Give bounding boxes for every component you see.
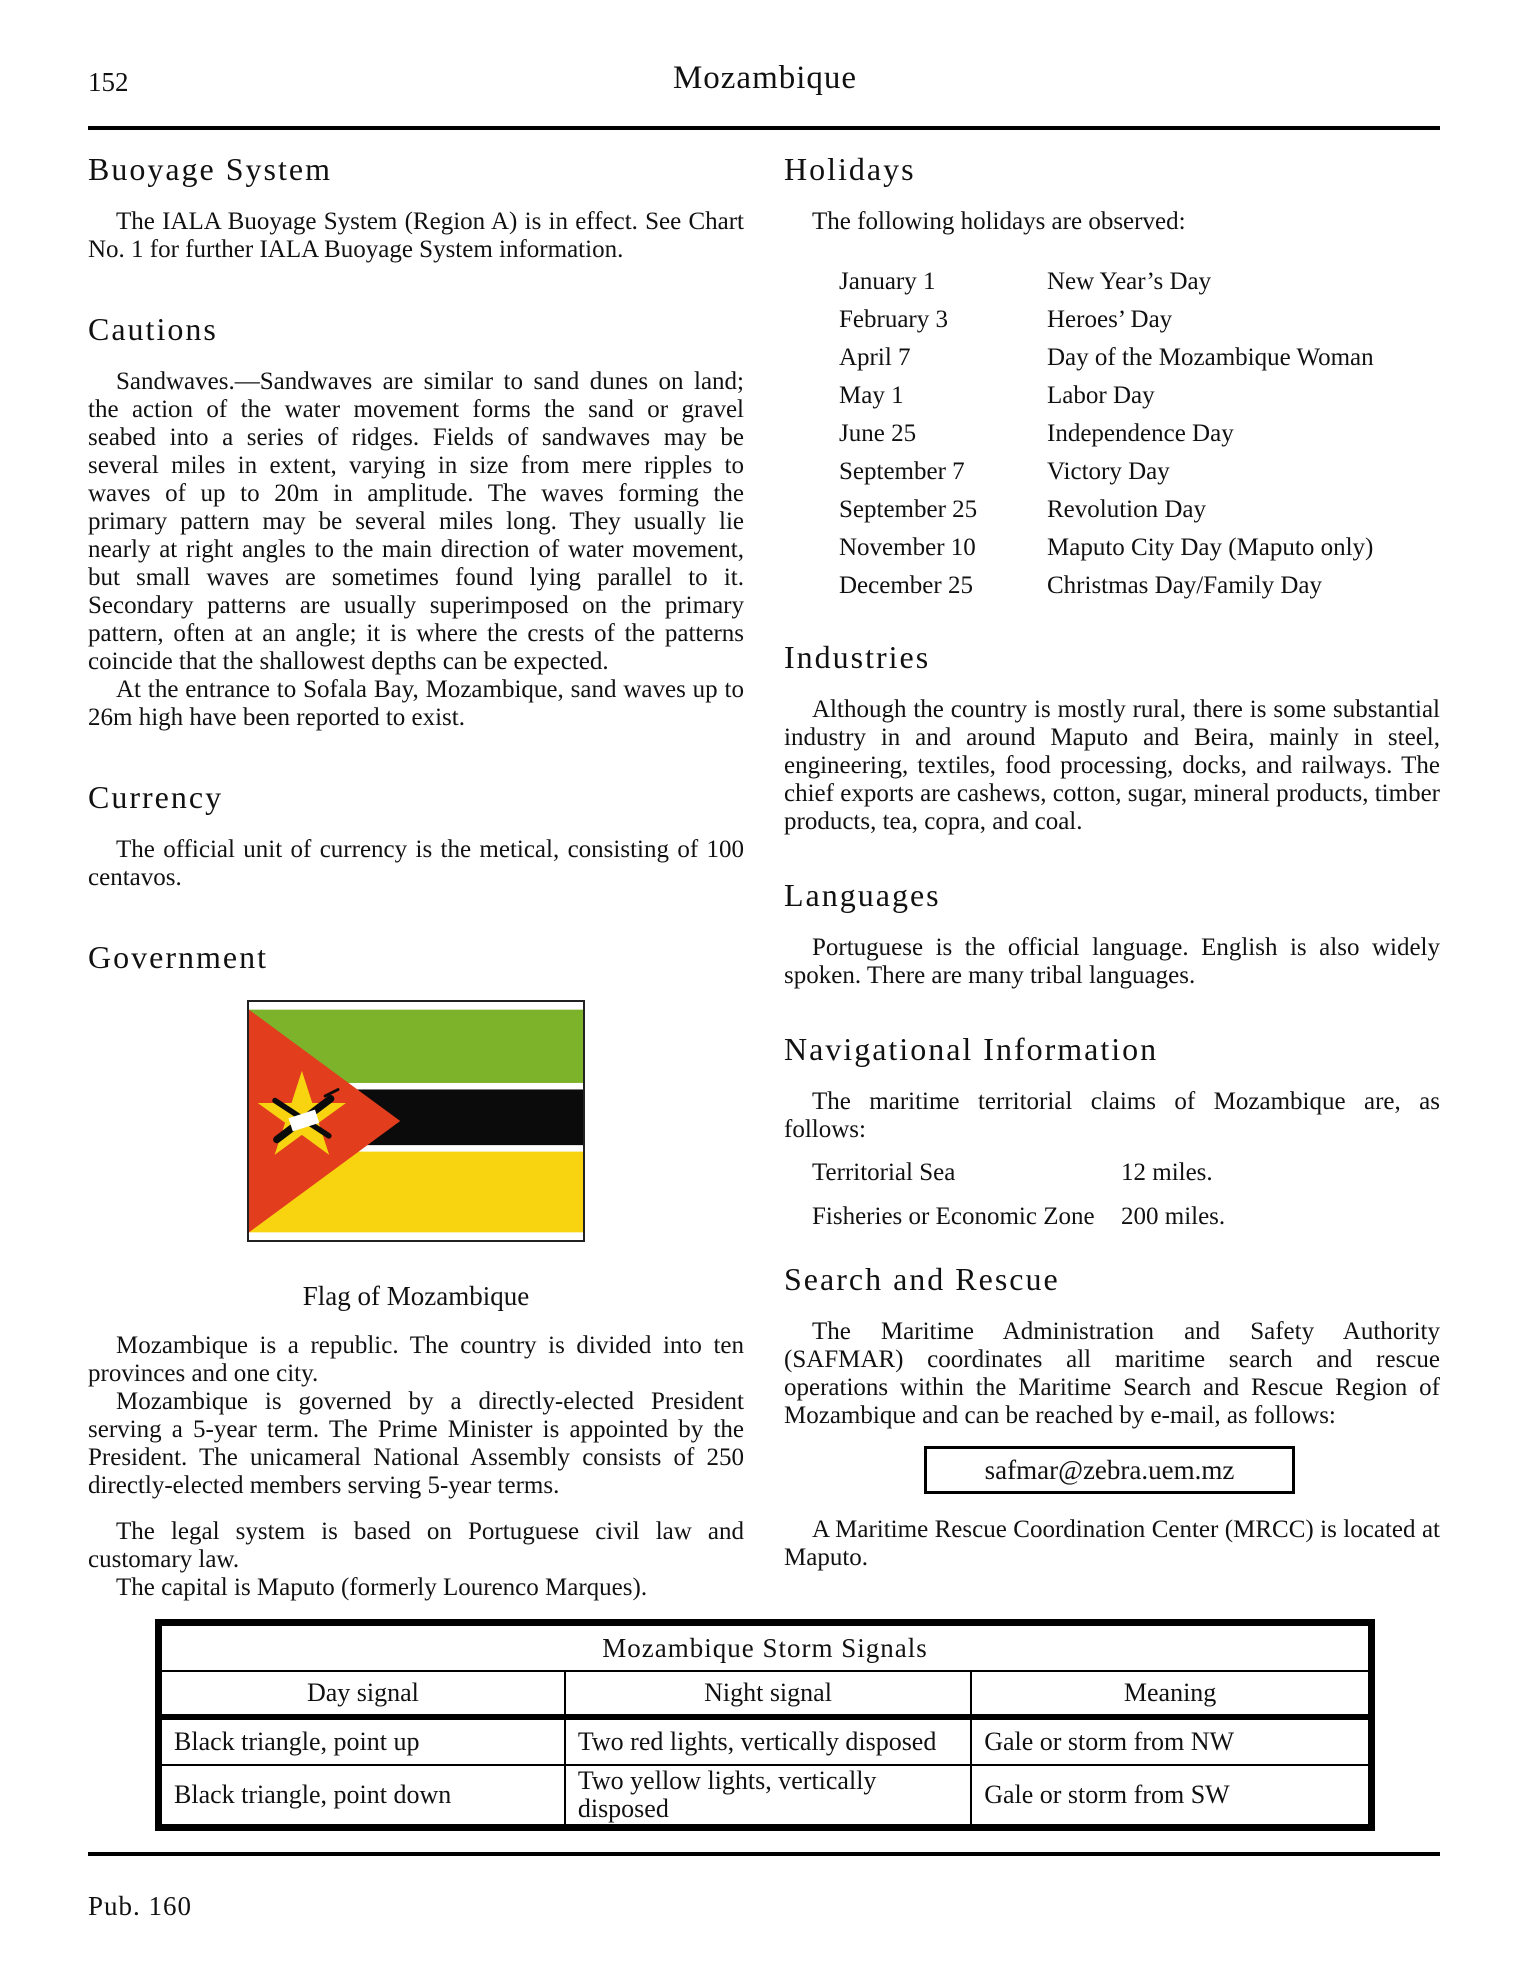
holiday-name: New Year’s Day xyxy=(1047,268,1212,295)
section-heading-currency: Currency xyxy=(88,779,224,815)
mrcc-paragraph: A Maritime Rescue Coordination Center (MRCC) is located at Maputo. xyxy=(784,1516,1440,1571)
sar-email-box xyxy=(924,1446,1295,1494)
holiday-row xyxy=(784,534,1440,562)
holiday-name: Revolution Day xyxy=(1047,496,1207,523)
holiday-date: September 25 xyxy=(839,496,978,523)
holiday-date: January 1 xyxy=(839,268,936,295)
storm-cell-meaning: Gale or storm from SW xyxy=(971,1765,1371,1828)
languages-paragraph: Portuguese is the official language. English is also widely spoken. There are many tribal languages. xyxy=(784,934,1440,989)
holiday-row xyxy=(784,306,1440,334)
government-paragraph-1: Mozambique is a republic. The country is divided into ten provinces and one city. xyxy=(88,1332,744,1387)
flag-caption: Flag of Mozambique xyxy=(302,1281,530,1311)
storm-table-row xyxy=(159,1765,1372,1828)
mozambique-flag-image xyxy=(247,1000,585,1242)
two-column-body xyxy=(88,150,1440,1602)
cautions-paragraph xyxy=(88,368,744,676)
navinfo-intro: The maritime territorial claims of Mozambique are, as follows: xyxy=(784,1088,1440,1143)
section-heading-languages: Languages xyxy=(784,877,941,913)
section-heading-navigational-information: Navigational Information xyxy=(784,1031,1159,1067)
footer-rule xyxy=(88,1852,1440,1856)
storm-col-header-meaning: Meaning xyxy=(971,1671,1371,1717)
claim-value: 200 miles. xyxy=(1121,1203,1226,1230)
right-column xyxy=(784,150,1440,1602)
holiday-row xyxy=(784,420,1440,448)
holiday-name: Day of the Mozambique Woman xyxy=(1047,344,1374,371)
holiday-date: April 7 xyxy=(839,344,911,371)
claim-value: 12 miles. xyxy=(1121,1159,1213,1186)
storm-table-title-row xyxy=(159,1623,1372,1672)
storm-cell-night-signal: Two yellow lights, vertically disposed xyxy=(565,1765,971,1828)
storm-signals-table-wrapper xyxy=(155,1619,1375,1831)
flag-figure xyxy=(88,1000,744,1242)
left-column xyxy=(88,150,744,1602)
section-heading-search-and-rescue: Search and Rescue xyxy=(784,1261,1060,1297)
government-paragraph-4: The capital is Maputo (formerly Lourenco Marques). xyxy=(116,1574,648,1601)
section-heading-buoyage-system: Buoyage System xyxy=(88,151,332,187)
holiday-row xyxy=(784,496,1440,524)
holiday-name: Independence Day xyxy=(1047,420,1234,447)
storm-col-header-night-signal: Night signal xyxy=(565,1671,971,1717)
storm-table-header-row xyxy=(159,1671,1372,1717)
storm-table-title: Mozambique Storm Signals xyxy=(159,1623,1372,1672)
storm-cell-night-signal: Two red lights, vertically disposed xyxy=(565,1717,971,1765)
page-number: 152 xyxy=(88,67,129,97)
holiday-name: Christmas Day/Family Day xyxy=(1047,572,1322,599)
holiday-name: Labor Day xyxy=(1047,382,1155,409)
maritime-claims-list xyxy=(784,1158,1440,1232)
storm-cell-day-signal: Black triangle, point down xyxy=(159,1765,565,1828)
header-rule xyxy=(88,126,1440,130)
government-paragraph-3: The legal system is based on Portuguese civil law and customary law. xyxy=(88,1518,744,1573)
claim-row xyxy=(784,1158,1440,1188)
claim-label: Fisheries or Economic Zone xyxy=(812,1203,1095,1230)
holiday-name: Victory Day xyxy=(1047,458,1170,485)
holiday-date: June 25 xyxy=(839,420,917,447)
holiday-row xyxy=(784,268,1440,296)
holiday-row xyxy=(784,572,1440,600)
holiday-date: February 3 xyxy=(839,306,948,333)
sandwaves-lead: Sandwaves. xyxy=(116,368,235,395)
storm-col-header-day-signal: Day signal xyxy=(159,1671,565,1717)
claim-row xyxy=(784,1202,1440,1232)
holiday-name: Heroes’ Day xyxy=(1047,306,1173,333)
sar-email-address: safmar@zebra.uem.mz xyxy=(984,1455,1235,1485)
holiday-date: November 10 xyxy=(839,534,976,561)
government-paragraph-2: Mozambique is governed by a directly-elected President serving a 5-year term. The Prime Minister is appointed by the President. The unicameral National Assembly consists of 250 directly-elected members serving 5-year terms. xyxy=(88,1388,744,1499)
section-heading-government: Government xyxy=(88,939,268,975)
currency-paragraph: The official unit of currency is the metical, consisting of 100 centavos. xyxy=(88,836,744,891)
sar-paragraph: The Maritime Administration and Safety Authority (SAFMAR) coordinates all maritime search and rescue operations within the Maritime Search and Rescue Region of Mozambique and can be reached by e-mail, as follows: xyxy=(784,1318,1440,1429)
cautions-paragraph-2: At the entrance to Sofala Bay, Mozambique, sand waves up to 26m high have been reported to exist. xyxy=(88,676,744,731)
holiday-name: Maputo City Day (Maputo only) xyxy=(1047,534,1374,561)
holiday-row xyxy=(784,382,1440,410)
page-title: Mozambique xyxy=(672,60,858,96)
storm-cell-day-signal: Black triangle, point up xyxy=(159,1717,565,1765)
section-heading-industries: Industries xyxy=(784,639,931,675)
buoyage-paragraph: The IALA Buoyage System (Region A) is in effect. See Chart No. 1 for further IALA Buoyage System information. xyxy=(88,208,744,263)
sandwaves-text: —Sandwaves are similar to sand dunes on land; the action of the water movement forms the sand or gravel seabed into a series of ridges. Fields of sandwaves may be several miles in extent, varying in size from mere ripples to waves of up to 20m in amplitude. The waves forming the primary pattern may be several miles long. They usually lie nearly at right angles to the main direction of water movement, but small waves are sometimes found lying parallel to it. Secondary patterns are usually superimposed on the primary pattern, often at an angle; it is where the crests of the patterns coincide that the shallowest depths can be expected. xyxy=(88,368,744,675)
holiday-date: September 7 xyxy=(839,458,965,485)
storm-signals-table xyxy=(155,1619,1375,1831)
holiday-date: May 1 xyxy=(839,382,904,409)
section-heading-cautions: Cautions xyxy=(88,311,218,347)
industries-paragraph: Although the country is mostly rural, there is some substantial industry in and around Maputo and Beira, mainly in steel, engineering, textiles, food processing, docks, and railways. The chief exports are cashews, cotton, sugar, mineral products, timber products, tea, copra, and coal. xyxy=(784,696,1440,835)
holiday-list xyxy=(784,268,1440,600)
storm-table-row xyxy=(159,1717,1372,1765)
publication-number: Pub. 160 xyxy=(88,1891,193,1921)
holiday-row xyxy=(784,344,1440,372)
holidays-intro: The following holidays are observed: xyxy=(812,208,1186,235)
storm-cell-meaning: Gale or storm from NW xyxy=(971,1717,1371,1765)
claim-label: Territorial Sea xyxy=(812,1159,956,1186)
holiday-date: December 25 xyxy=(839,572,973,599)
holiday-row xyxy=(784,458,1440,486)
section-heading-holidays: Holidays xyxy=(784,151,916,187)
